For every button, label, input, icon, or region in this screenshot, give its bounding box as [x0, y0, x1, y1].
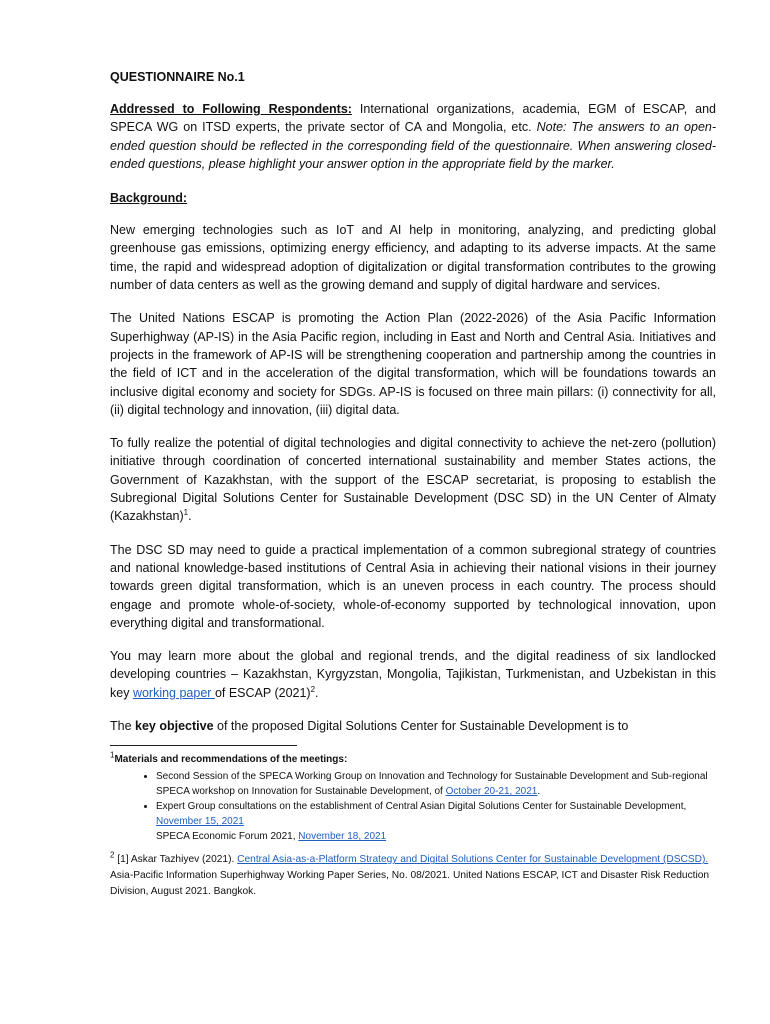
footnote-1-title: Materials and recommendations of the meetings: — [114, 754, 348, 766]
footnote-2-text: [1] Askar Tazhiyev (2021). — [114, 854, 238, 866]
footnote-1-number: 1 — [110, 750, 115, 760]
footnote-2-number: 2 — [110, 850, 115, 860]
addressed-text: International organizations, academia, EGM of ESCAP, and SPECA WG on ITSD experts, the private sector of CA and Mongolia, etc. — [110, 102, 716, 135]
footnote-1-item-1-text: Second Session of the SPECA Working Group on Innovation and Technology for Sustainable Development and Sub-regional SPECA workshop on Innovation for Sustainable Development, of — [156, 771, 708, 798]
footnote-1-extra-text: SPECA Economic Forum 2021, — [156, 831, 299, 843]
addressed-paragraph — [110, 100, 716, 173]
footnote-2-end: Asia-Pacific Information Superhighway Working Paper Series, No. 08/2021. United Nations ESCAP, ICT and Disaster Risk Reduction Division, August 2021. Bangkok. — [110, 870, 710, 898]
paragraph-5 — [110, 647, 716, 702]
paragraph-3-end: . — [188, 509, 192, 524]
key-objective-bold: key objective — [135, 719, 214, 734]
november-18-link[interactable]: November 18, 2021 — [298, 831, 387, 843]
paragraph-6-start: The — [110, 719, 136, 734]
paragraph-6-end: of the proposed Digital Solutions Center for Sustainable Development is to — [213, 719, 629, 734]
paragraph-1: New emerging technologies such as IoT and AI help in monitoring, analyzing, and predicting global greenhouse gas emissions, optimizing energy efficiency, and adapting to its adverse impacts. At the same time, the rapid and widespread adoption of digitalization or digital transformation contributes to the growing number of data centers as well as the growing demand and supply of digital hardware and services. — [110, 223, 716, 293]
dscsd-paper-link[interactable]: Central Asia-as-a-Platform Strategy and Digital Solutions Center for Sustainable Development (DSCSD). — [237, 854, 709, 866]
footnote-1-item-2 — [156, 799, 716, 829]
footnote-ref-2[interactable]: 2 — [310, 684, 316, 694]
footnote-1-item-1 — [156, 769, 716, 799]
paragraph-4: The DSC SD may need to guide a practical implementation of a common subregional strategy of countries and national knowledge-based institutions of Central Asia in achieving their national visions in their journey towards green digital transformation, which is an uneven process in each country. The process should engage and promote whole-of-society, whole-of-economy supported by technological innovation, upon everything digital and transformational. — [110, 542, 716, 630]
paragraph-5-final: . — [315, 685, 319, 700]
october-link[interactable]: October 20-21, 2021 — [445, 786, 538, 798]
page-title: QUESTIONNAIRE No.1 — [110, 70, 245, 84]
working-paper-link[interactable]: working paper — [132, 685, 215, 700]
paragraph-3 — [110, 434, 716, 525]
footnote-divider — [110, 745, 297, 746]
footnote-1-list — [110, 769, 716, 829]
paragraph-3-text: To fully realize the potential of digital technologies and digital connectivity to achieve the net-zero (pollution) initiative through coordination of concerted international sustainability and member States actions, the Government of Kazakhstan, with the support of the ESCAP secretariat, is proposing to establish the Subregional Digital Solutions Center for Sustainable Development (DSC SD) in the UN Center of Almaty (Kazakhstan) — [110, 436, 716, 524]
background-heading: Background: — [110, 191, 188, 206]
november-15-link[interactable]: November 15, 2021 — [156, 816, 244, 828]
paragraph-5-text: You may learn more about the global and regional trends, and the digital readiness of six landlocked developing countries – Kazakhstan, Kyrgyzstan, Mongolia, Tajikistan, Turkmenistan, and Uzbekistan in this key — [110, 649, 716, 700]
addressed-label: Addressed to Following Respondents: — [110, 102, 352, 116]
paragraph-6 — [110, 717, 716, 735]
paragraph-2: The United Nations ESCAP is promoting the Action Plan (2022-2026) of the Asia Pacific Information Superhighway (AP-IS) in the Asia Pacific region, including in East and North and Central Asia. Initiatives and projects in the framework of AP-IS will be strengthening cooperation and partnership among the countries in the field of ICT and in the acceleration of the digital transformation, which will be foundations towards an inclusive digital economy and society for SDGs. AP-IS is focused on three main pillars: (i) connectivity for all, (ii) digital technology and innovation, (iii) digital data. — [110, 311, 716, 417]
footnote-1-item-2-text: Expert Group consultations on the establishment of Central Asian Digital Solutions Center for Sustainable Development, — [156, 801, 687, 813]
footnote-1-extra — [110, 829, 716, 844]
document-page — [110, 60, 716, 900]
paragraph-5-end: of ESCAP (2021) — [214, 685, 311, 700]
footnote-2 — [110, 852, 716, 900]
footnote-ref-1[interactable]: 1 — [183, 508, 189, 518]
footnote-1 — [110, 752, 716, 844]
footnote-1-item-1-end: . — [537, 786, 541, 798]
addressed-note: Note: The answers to an open-ended question should be reflected in the corresponding field of the questionnaire. When answering closed-ended questions, please highlight your answer option in the appropriate field by the marker. — [110, 120, 717, 171]
